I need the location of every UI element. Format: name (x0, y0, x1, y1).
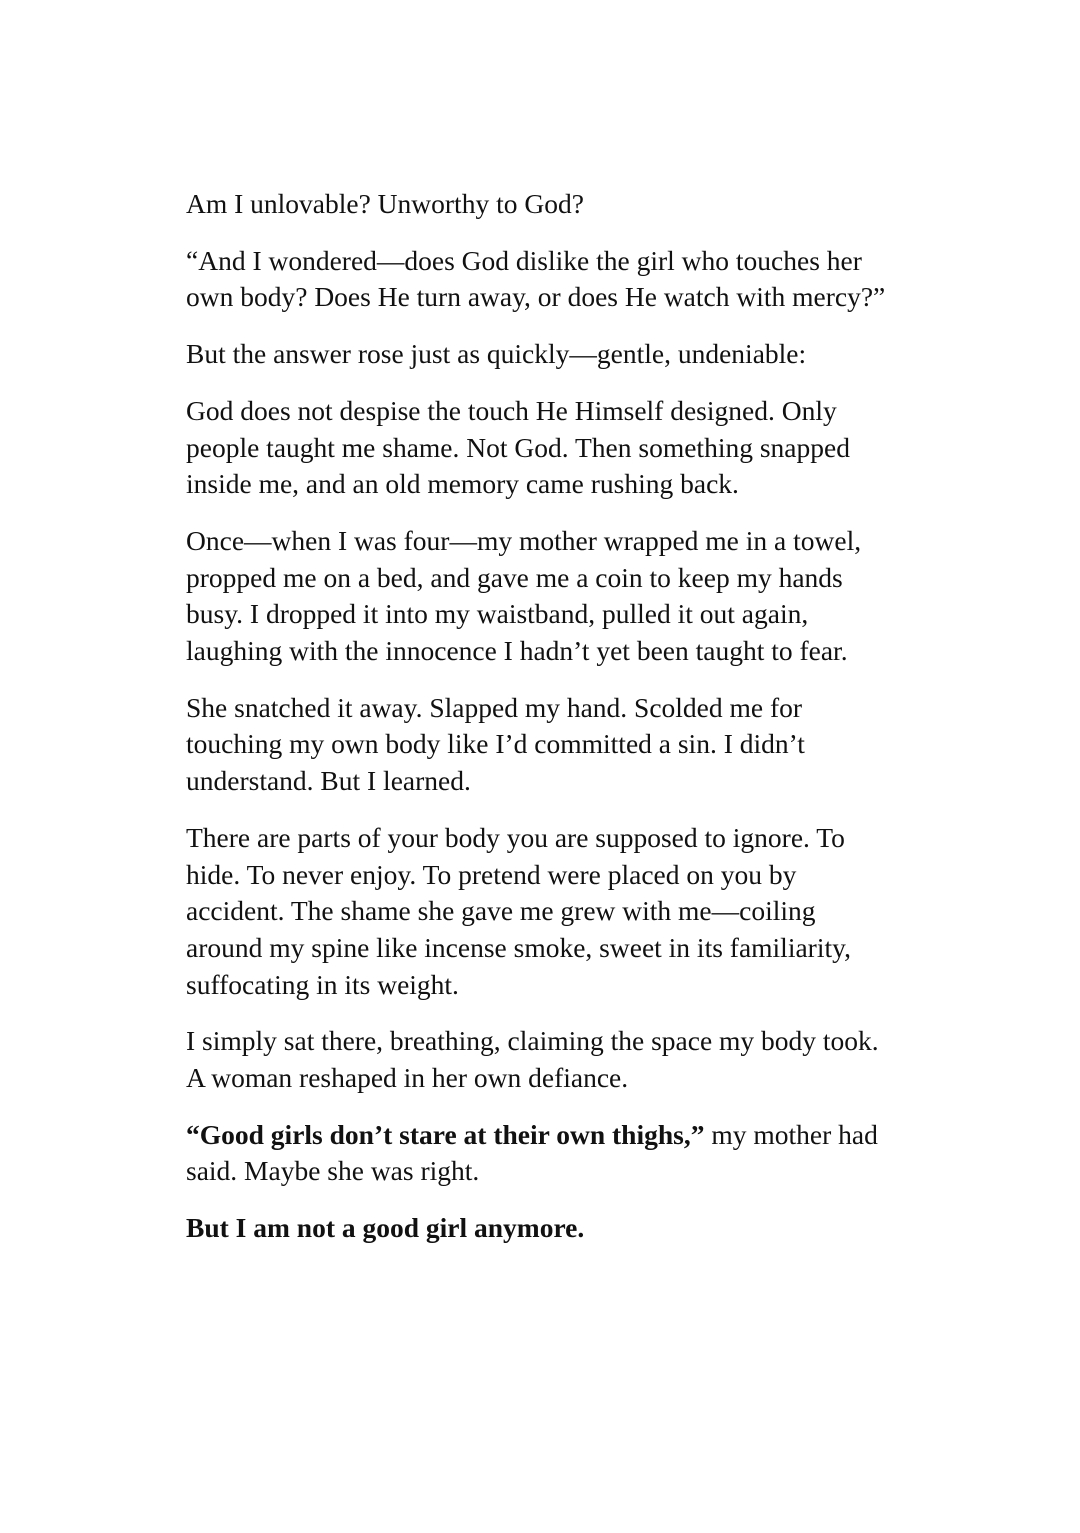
paragraph (186, 690, 898, 800)
paragraph-text: Once—when I was four—my mother wrapped me in a towel, propped me on a bed, and gave me a coin to keep my hands busy. I dropped it into my waistband, pulled it out again, laughing with the innocence I hadn’t yet been taught to fear. (186, 524, 862, 667)
paragraph (186, 523, 898, 670)
paragraph-text: I simply sat there, breathing, claiming the space my body took. A woman reshaped in her own defiance. (186, 1025, 879, 1094)
paragraph (186, 336, 898, 373)
paragraph (186, 820, 898, 1004)
paragraph (186, 243, 898, 316)
paragraph-text: But the answer rose just as quickly—gentle, undeniable: (186, 338, 807, 370)
paragraph-text: my mother had said. Maybe she was right. (186, 1118, 878, 1187)
paragraph-text: God does not despise the touch He Himself designed. Only people taught me shame. Not God. Then something snapped inside me, and an old memory came rushing back. (186, 394, 850, 500)
paragraph (186, 1117, 898, 1190)
paragraph (186, 186, 898, 223)
bold-quote: “Good girls don’t stare at their own thighs,” (186, 1118, 705, 1150)
paragraph-text: She snatched it away. Slapped my hand. Scolded me for touching my own body like I’d committed a sin. I didn’t understand. But I learned. (186, 691, 805, 797)
closing-line-text: But I am not a good girl anymore. (186, 1212, 585, 1244)
paragraph (186, 1023, 898, 1096)
paragraph-text: Am I unlovable? Unworthy to God? (186, 188, 584, 219)
paragraph (186, 393, 898, 503)
closing-line (186, 1210, 898, 1247)
paragraph-text: “And I wondered—does God dislike the girl who touches her own body? Does He turn away, or does He watch with mercy?” (186, 244, 886, 313)
paragraph-text: There are parts of your body you are supposed to ignore. To hide. To never enjoy. To pretend were placed on you by accident. The shame she gave me grew with me—coiling around my spine like incense smoke, sweet in its familiarity, suffocating in its weight. (186, 821, 851, 1000)
document-body (186, 186, 898, 1247)
